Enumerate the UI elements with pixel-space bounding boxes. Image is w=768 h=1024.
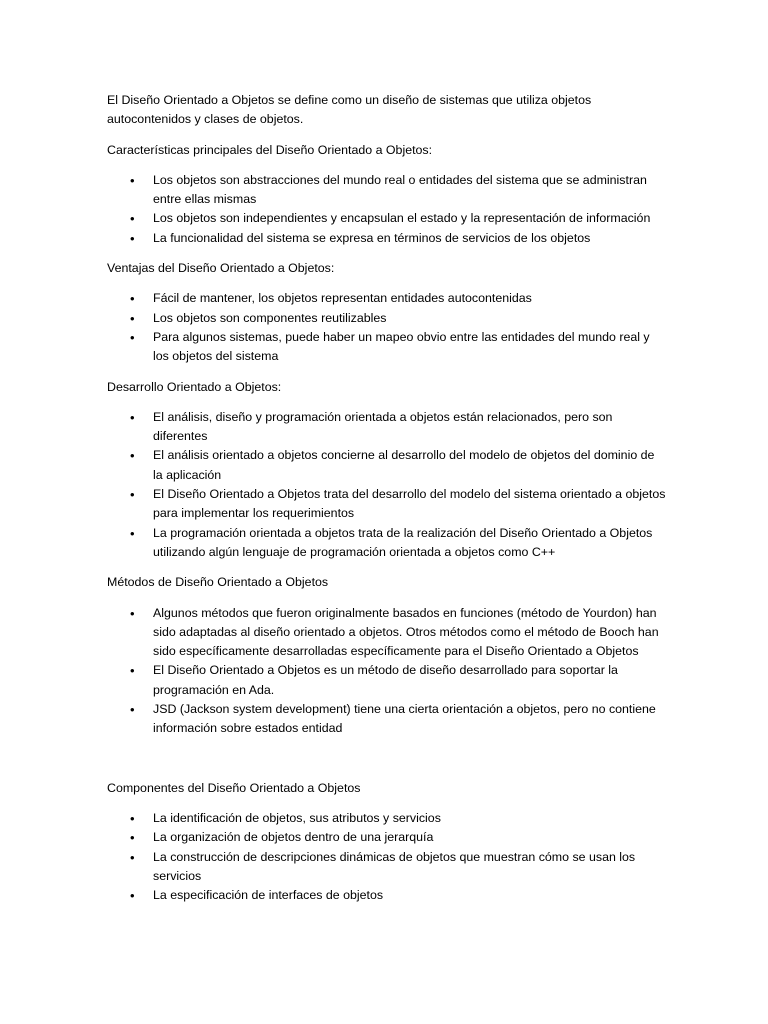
bullet-icon: •: [130, 663, 135, 679]
document-page: [107, 91, 667, 916]
list-item-text: Los objetos son independientes y encapsulan el estado y la representación de información: [153, 211, 651, 226]
bullet-icon: •: [130, 525, 135, 541]
list-item-text: La construcción de descripciones dinámicas de objetos que muestran cómo se usan los servicios: [153, 849, 636, 883]
list-item-text: La organización de objetos dentro de una jerarquía: [153, 830, 434, 845]
section-heading-desarrollo: Desarrollo Orientado a Objetos:: [107, 379, 282, 394]
bullet-icon: •: [130, 888, 135, 904]
list-item: [107, 289, 667, 308]
bullet-icon: •: [130, 849, 135, 865]
list-item-text: Los objetos son abstracciones del mundo real o entidades del sistema que se administran entre ellas mismas: [153, 172, 647, 207]
bullet-icon: •: [130, 605, 135, 621]
list-item: [107, 446, 667, 485]
bullet-icon: •: [130, 172, 135, 188]
list-item-text: La especificación de interfaces de objetos: [153, 888, 384, 903]
bullet-icon: •: [130, 702, 135, 718]
section-heading-componentes: Componentes del Diseño Orientado a Objetos: [107, 780, 361, 795]
bullet-icon: •: [130, 810, 135, 826]
list-item: [107, 524, 667, 563]
intro-paragraph: El Diseño Orientado a Objetos se define como un diseño de sistemas que utiliza objetos autocontenidos y clases de objetos.: [107, 93, 592, 127]
section-spacer: [107, 750, 667, 779]
bullet-icon: •: [130, 329, 135, 345]
bullet-icon: •: [130, 291, 135, 307]
list-item: [107, 171, 667, 210]
bullet-icon: •: [130, 830, 135, 846]
section-heading-caracteristicas: Características principales del Diseño Orientado a Objetos:: [107, 142, 433, 157]
list-item-text: Para algunos sistemas, puede haber un mapeo obvio entre las entidades del mundo real y los objetos del sistema: [153, 329, 650, 364]
list-item-text: Fácil de mantener, los objetos representan entidades autocontenidas: [153, 291, 532, 306]
list-item: [107, 604, 667, 662]
list-item: [107, 229, 667, 248]
bullet-icon: •: [130, 448, 135, 464]
list-item: [107, 209, 667, 228]
list-item-text: La programación orientada a objetos trata de la realización del Diseño Orientado a Objetos utilizando algún lenguaje de programación orientada a objetos como C++: [153, 525, 653, 559]
bullet-list-componentes: [107, 809, 667, 905]
list-item: [107, 328, 667, 367]
list-item-text: Algunos métodos que fueron originalmente basados en funciones (método de Yourdon) han sido adaptadas al diseño orientado a objetos. Otros métodos como el método de Booch han sido específicamente desarrolladas específicamente para el Diseño Orientado a Objetos: [153, 605, 659, 659]
list-item-text: La identificación de objetos, sus atributos y servicios: [153, 810, 441, 825]
bullet-icon: •: [130, 409, 135, 425]
list-item-text: JSD (Jackson system development) tiene una cierta orientación a objetos, pero no contiene información sobre estados entidad: [153, 702, 656, 736]
list-item: [107, 661, 667, 700]
section-heading-metodos: Métodos de Diseño Orientado a Objetos: [107, 575, 329, 590]
list-item: [107, 485, 667, 524]
bullet-icon: •: [130, 230, 135, 246]
bullet-list-ventajas: [107, 289, 667, 366]
bullet-icon: •: [130, 310, 135, 326]
list-item: [107, 408, 667, 447]
list-item: [107, 886, 667, 905]
list-item-text: Los objetos son componentes reutilizables: [153, 310, 387, 325]
list-item-text: El Diseño Orientado a Objetos es un método de diseño desarrollado para soportar la programación en Ada.: [153, 663, 618, 697]
list-item-text: La funcionalidad del sistema se expresa en términos de servicios de los objetos: [153, 230, 591, 245]
section-heading-ventajas: Ventajas del Diseño Orientado a Objetos:: [107, 261, 335, 276]
list-item: [107, 809, 667, 828]
list-item-text: El análisis orientado a objetos concierne al desarrollo del modelo de objetos del dominio de la aplicación: [153, 448, 655, 482]
bullet-icon: •: [130, 487, 135, 503]
bullet-icon: •: [130, 211, 135, 227]
list-item: [107, 309, 667, 328]
bullet-list-caracteristicas: [107, 171, 667, 248]
list-item-text: El análisis, diseño y programación orientada a objetos están relacionados, pero son diferentes: [153, 409, 613, 444]
list-item: [107, 848, 667, 887]
list-item: [107, 828, 667, 847]
bullet-list-desarrollo: [107, 408, 667, 562]
bullet-list-metodos: [107, 604, 667, 739]
list-item: [107, 700, 667, 739]
list-item-text: El Diseño Orientado a Objetos trata del desarrollo del modelo del sistema orientado a objetos para implementar los requerimientos: [153, 487, 666, 521]
